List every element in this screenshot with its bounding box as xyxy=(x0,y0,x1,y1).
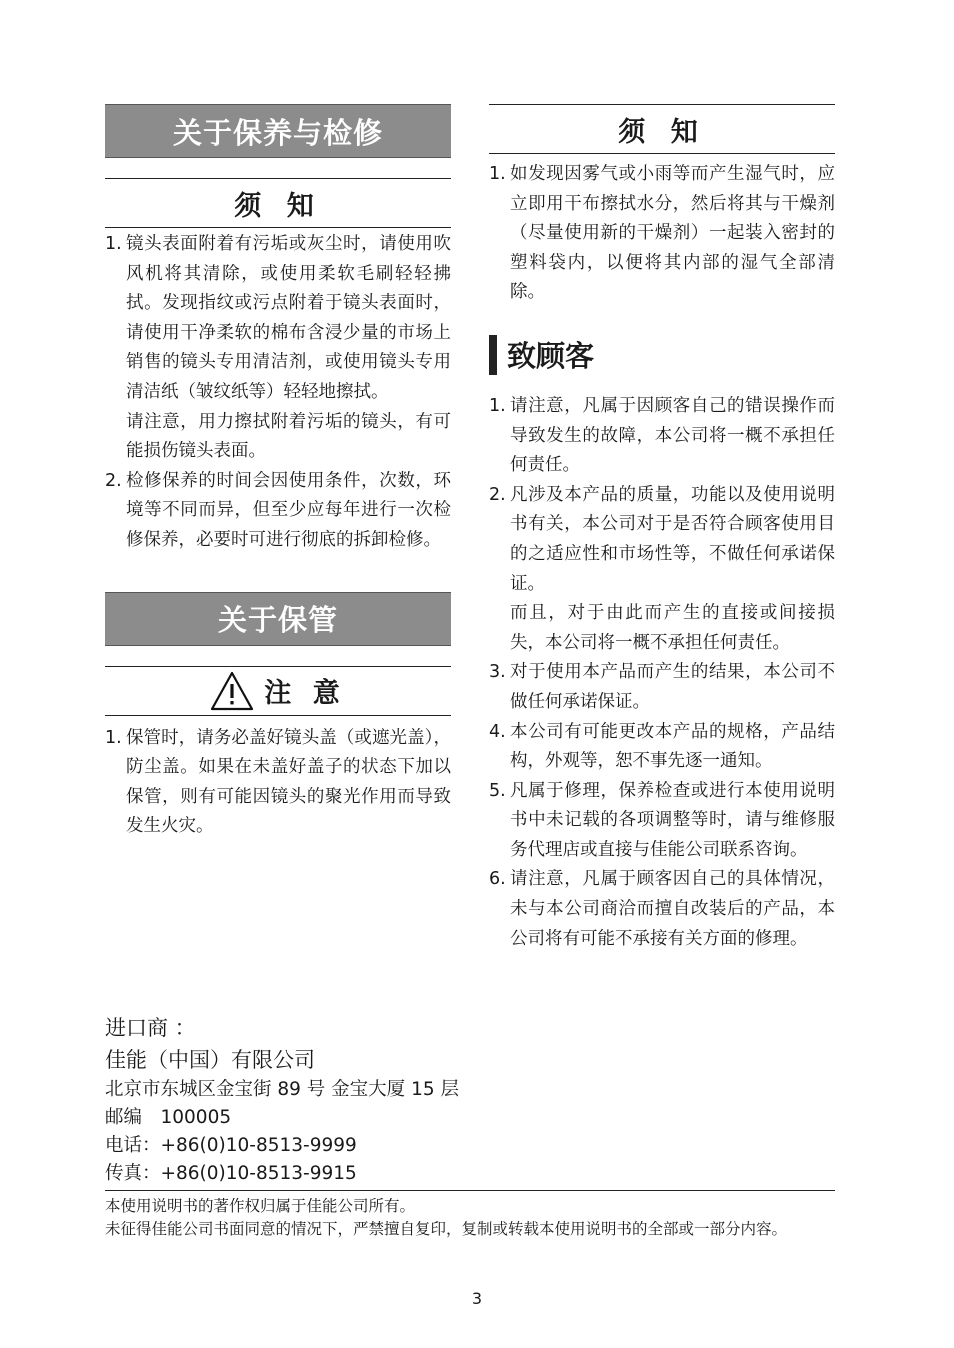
notice-heading-right: 须 知 xyxy=(489,104,835,154)
list-item xyxy=(489,160,835,308)
list-item xyxy=(105,467,451,556)
item-text: 如发现因雾气或小雨等而产生湿气时，应立即用干布擦拭水分，然后将其与干燥剂（尽量使用新的干燥剂）一起装入密封的塑料袋内，以便将其内部的湿气全部清除。 xyxy=(510,164,835,303)
right-column xyxy=(489,104,835,954)
item-number: 1. xyxy=(105,234,122,254)
caution-heading xyxy=(105,666,451,716)
importer-address: 北京市东城区金宝街 89 号 金宝大厦 15 层 xyxy=(105,1079,459,1100)
customer-list xyxy=(489,392,835,954)
list-item xyxy=(489,777,835,866)
importer-phone: 电话：+86(0)10-8513-9999 xyxy=(105,1135,357,1156)
item-text: 镜头表面附着有污垢或灰尘时，请使用吹风机将其清除，或使用柔软毛刷轻轻拂拭。发现指纹或污点附着于镜头表面时，请使用干净柔软的棉布含浸少量的市场上销售的镜头专用清洁剂，或使用镜头专用清洁纸（皱纹纸等）轻轻地擦拭。 xyxy=(126,234,451,402)
importer-company: 佳能（中国）有限公司 xyxy=(105,1048,315,1072)
customer-heading xyxy=(489,334,835,376)
maintenance-banner: 关于保养与检修 xyxy=(105,104,451,158)
item-text: 保管时，请务必盖好镜头盖（或遮光盖），防尘盖。如果在未盖好盖子的状态下加以保管，则有可能因镜头的聚光作用而导致发生火灾。 xyxy=(126,727,451,837)
caution-title: 注 意 xyxy=(264,678,346,710)
item-number: 1. xyxy=(489,395,506,416)
item-number: 6. xyxy=(489,869,506,890)
importer-label: 进口商 ： xyxy=(105,1016,196,1040)
list-item xyxy=(105,230,451,467)
item-text: 本公司有可能更改本产品的规格，产品结构，外观等，恕不事先逐一通知。 xyxy=(510,721,835,772)
notice-heading-left: 须 知 xyxy=(105,178,451,228)
customer-title: 致顾客 xyxy=(507,339,595,374)
storage-list xyxy=(105,724,451,842)
item-text: 请注意，凡属于顾客因自己的具体情况，未与本公司商洽而擅自改装后的产品，本公司将有可能不承接有关方面的修理。 xyxy=(510,869,835,949)
heading-bar xyxy=(489,335,497,375)
item-text: 检修保养的时间会因使用条件，次数，环境等不同而异，但至少应每年进行一次检修保养，必要时可进行彻底的拆卸检修。 xyxy=(126,470,451,550)
maintenance-list xyxy=(105,230,451,556)
item-number: 2. xyxy=(489,484,506,505)
importer-fax: 传真：+86(0)10-8513-9915 xyxy=(105,1163,357,1184)
page-number: 3 xyxy=(471,1289,483,1308)
list-item xyxy=(489,658,835,717)
warning-triangle-icon xyxy=(210,671,254,711)
item-number: 1. xyxy=(489,164,506,184)
item-text: 凡属于修理，保养检查或进行本使用说明书中未记载的各项调整等时，请与维修服务代理店或直接与佳能公司联系咨询。 xyxy=(510,780,835,860)
list-item xyxy=(489,481,835,659)
copyright-line-1: 本使用说明书的著作权归属于佳能公司所有。 xyxy=(105,1197,416,1215)
item-number: 1. xyxy=(105,727,122,748)
importer-info xyxy=(105,1012,835,1188)
item-number: 5. xyxy=(489,780,506,801)
importer-postcode: 邮编 100005 xyxy=(105,1107,232,1128)
left-column xyxy=(105,104,451,842)
item-number: 4. xyxy=(489,721,506,742)
item-text: 凡涉及本产品的质量，功能以及使用说明书有关，本公司对于是否符合顾客使用目的之适应性和市场性等，不做任何承诺保证。 xyxy=(510,484,835,594)
copyright-line-2: 未征得佳能公司书面同意的情况下，严禁擅自复印，复制或转载本使用说明书的全部或一部分内容。 xyxy=(105,1220,788,1238)
item-subtext: 请注意，用力擦拭附着污垢的镜头，有可能损伤镜头表面。 xyxy=(126,411,451,462)
copyright-footer xyxy=(105,1190,835,1241)
item-text: 请注意，凡属于因顾客自己的错误操作而导致发生的故障，本公司将一概不承担任何责任。 xyxy=(510,395,835,476)
notice-list xyxy=(489,160,835,308)
list-item xyxy=(105,724,451,842)
item-number: 3. xyxy=(489,662,506,683)
list-item xyxy=(489,392,835,481)
list-item xyxy=(489,865,835,954)
item-number: 2. xyxy=(105,470,122,491)
storage-banner: 关于保管 xyxy=(105,592,451,646)
list-item xyxy=(489,718,835,777)
item-text: 对于使用本产品而产生的结果，本公司不做任何承诺保证。 xyxy=(510,662,835,712)
item-subtext: 而且，对于由此而产生的直接或间接损失，本公司将一概不承担任何责任。 xyxy=(510,603,835,653)
